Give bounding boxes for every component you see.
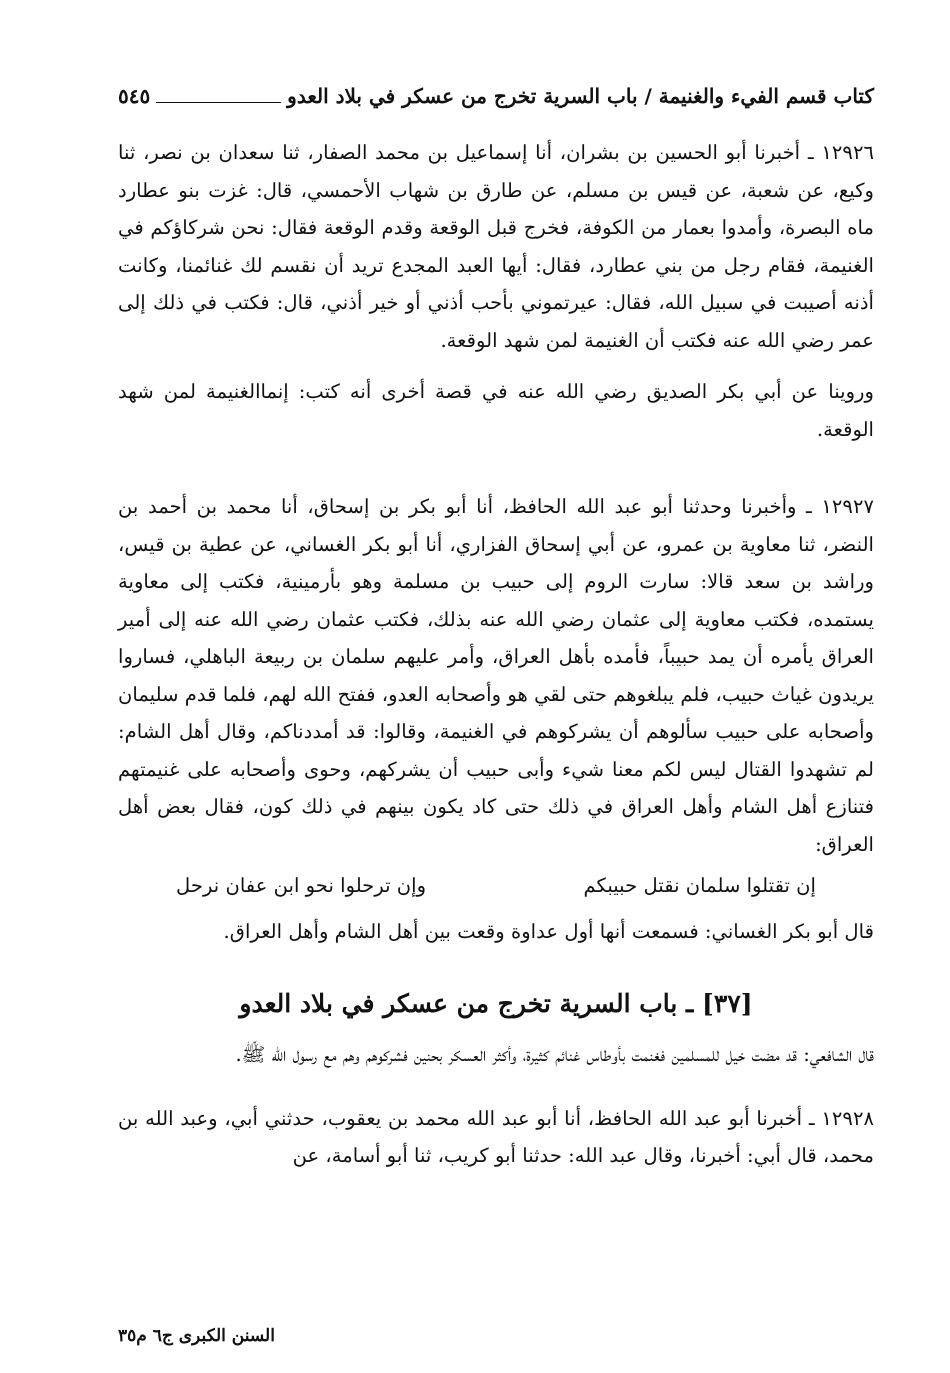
hadith-12927: ١٢٩٢٧ ـ وأخبرنا وحدثنا أبو عبد الله الحافظ، أنا أبو بكر بن إسحاق، أنا محمد بن أحمد بن النضر، ثنا معاوية بن عمرو، عن أبي إسحاق الفزاري، أنا أبو بكر الغساني، عن عطية بن قيس، وراشد بن سعد قالا: سارت الروم إلى حبيب بن مسلمة وهو بأرمينية، فكتب إلى معاوية يستمده، فكتب معاوية إلى عثمان رضي الله عنه بذلك، فكتب عثمان رضي الله عنه إلى أمير العراق يأمره أن يمد حبيباً، فأمده بأهل العراق، وأمر عليهم سلمان بن ربيعة الباهلي، فساروا يريدون غياث حبيب، فلم يبلغوهم حتى لقي هو وأصحابه العدو، ففتح الله لهم، فلما قدم سليمان وأصحابه على حبيب سألوهم أن يشركوهم في الغنيمة، وقالوا: قد أمددناكم، وقال أهل الشام: لم تشهدوا القتال ليس لكم معنا شيء وأبى حبيب أن يشركهم، وحوى وأصحابه على غنيمتهم فتنازع أهل الشام وأهل العراق في ذلك حتى كاد يكون بينهم في ذلك كون، فقال بعض أهل العراق:: [118, 495, 874, 856]
page: [118, 76, 874, 1175]
page-number: ٥٤٥: [118, 84, 151, 108]
shafii-quote: قال الشافعي: قد مضت خيل للمسلمين فغنمت بأوطاس غنائم كثيرة، وأكثر العسكر بحنين فشركوهم وهم مع رسول الله ﷺ.: [235, 1043, 874, 1066]
footer-signature: السنن الكبرى ج٦ م٣٥: [118, 1326, 275, 1346]
hadith-12926: ١٢٩٢٦ ـ أخبرنا أبو الحسين بن بشران، أنا إسماعيل بن محمد الصفار، ثنا سعدان بن نصر، ثنا وكيع، عن شعبة، عن قيس بن مسلم، عن طارق بن شهاب الأحمسي، قال: غزت بنو عطارد ماه البصرة، وأمدوا بعمار من الكوفة، فخرج قبل الوقعة وقدم الوقعة فقال: نحن شركاؤكم في الغنيمة، فقام رجل من بني عطارد، فقال: أيها العبد المجدع تريد أن نقسم لك غنائمنا، وكانت أذنه أصيبت في سبيل الله، فقال: عيرتموني بأحب أذني أو خير أذني، قال: فكتب في ذلك إلى عمر رضي الله عنه فكتب أن الغنيمة لمن شهد الوقعة.: [118, 141, 874, 352]
verse-second-hemistich: وإن ترحلوا نحو ابن عفان نرحل: [176, 874, 427, 897]
hadith-12928: ١٢٩٢٨ ـ أخبرنا أبو عبد الله الحافظ، أنا أبو عبد الله محمد بن يعقوب، حدثني أبي، وعبد الله بن محمد، قال أبي: أخبرنا، وقال عبد الله: حدثنا أبو كريب، ثنا أبو أسامة، عن: [118, 1106, 874, 1167]
ghassani-note: قال أبو بكر الغساني: فسمعت أنها أول عداوة وقعت بين أهل الشام وأهل العراق.: [223, 919, 874, 943]
header-rule: [156, 102, 281, 103]
running-header: [118, 76, 874, 116]
header-title: كتاب قسم الفيء والغنيمة / باب السرية تخرج من عسكر في بلاد العدو: [287, 84, 874, 108]
chapter-title: [٣٧] ـ باب السرية تخرج من عسكر في بلاد العدو: [239, 989, 753, 1018]
poetry-verse: [176, 867, 816, 905]
narration-note: وروينا عن أبي بكر الصديق رضي الله عنه في قصة أخرى أنه كتب: إنماالغنيمة لمن شهد الوقعة.: [118, 380, 874, 441]
verse-first-hemistich: إن تقتلوا سلمان نقتل حبيبكم: [583, 874, 816, 897]
